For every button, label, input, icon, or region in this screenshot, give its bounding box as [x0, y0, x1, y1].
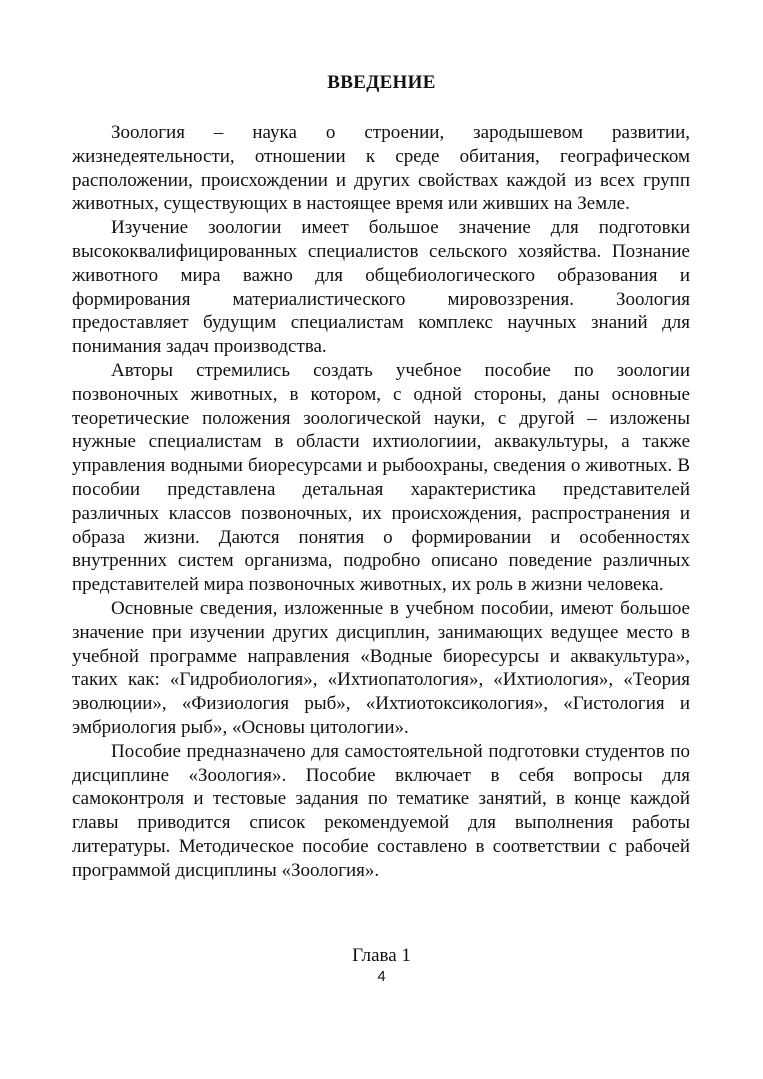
paragraph: Авторы стремились создать учебное пособие по зоологии позвоночных животных, в котором, с одной стороны, даны основные теоретические положения зоологической науки, с другой – изложены нужные специалистам в области ихтиологиии, аквакультуры, а также управления водными биоресурсами и рыбоохраны, сведения о животных. В пособии представлена детальная характеристика представителей различных классов позвоночных, их происхождения, распространения и образа жизни. Даются понятия о формировании и особенностях внутренних систем организма, подробно описано поведение различных представителей мира позвоночных животных, их роль в жизни человека. — [72, 359, 690, 596]
paragraph: Изучение зоологии имеет большое значение для подготовки высококвалифицированных специалистов сельского хозяйства. Познание животного мира важно для общебиологического образования и формирования материалистического мировоззрения. Зоология предоставляет будущим специалистам комплекс научных знаний для понимания задач производства. — [72, 217, 690, 358]
paragraph: Зоология – наука о строении, зародышевом развитии, жизнедеятельности, отношении к среде обитания, географическом расположении, происхождении и других свойствах каждой из всех групп животных, существующих в настоящее время или живших на Земле. — [72, 122, 690, 215]
page-title: ВВЕДЕНИЕ — [327, 72, 436, 93]
paragraph: Пособие предназначено для самостоятельной подготовки студентов по дисциплине «Зоология». Пособие включает в себя вопросы для самоконтроля и тестовые задания по тематике занятий, в конце каждой главы приводится список рекомендуемой для выполнения работы литературы. Методическое пособие составлено в соответствии с рабочей программой дисциплины «Зоология». — [72, 740, 690, 881]
body-text — [72, 121, 690, 883]
chapter-heading: Глава 1 — [352, 945, 411, 966]
paragraph: Основные сведения, изложенные в учебном пособии, имеют большое значение при изучении других дисциплин, занимающих ведущее место в учебной программе направления «Водные биоресурсы и аквакультура», таких как: «Гидробиология», «Ихтиопатология», «Ихтиология», «Теория эволюции», «Физиология рыб», «Ихтиотоксикология», «Гистология и эмбриология рыб», «Основы цитологии». — [72, 597, 690, 738]
page-number: 4 — [377, 968, 386, 985]
